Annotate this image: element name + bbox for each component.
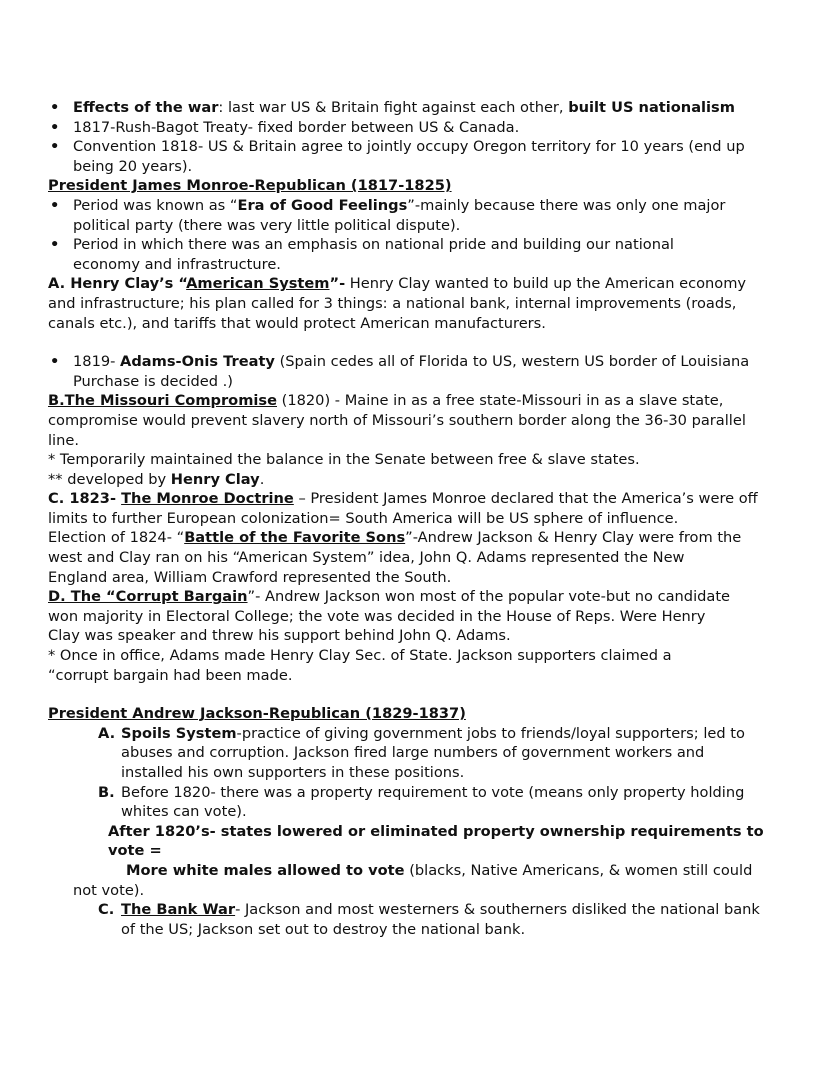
note-line: ** developed by Henry Clay. <box>48 470 265 488</box>
item-american-system: A. Henry Clay’s “American System”- Henry Clay wanted to build up the American economy <box>48 275 747 293</box>
paragraph-line: limits to further European colonization= South America will be US sphere of influence. <box>48 509 679 527</box>
note-line: * Temporarily maintained the balance in the Senate between free & slave states. <box>48 451 640 469</box>
paragraph-line: west and Clay ran on his “American System” idea, John Q. Adams represented the New <box>48 549 685 567</box>
paragraph-line: line. <box>48 431 79 449</box>
item-missouri-compromise: B.The Missouri Compromise (1820) - Maine in as a free state-Missouri in as a slave state, <box>48 392 724 410</box>
bullet-convention-1818: • Convention 1818- US & Britain agree to jointly occupy Oregon territory for 10 years (end up <box>48 137 792 157</box>
heading-jackson: President Andrew Jackson-Republican (1829-1837) <box>48 705 466 723</box>
paragraph-line: England area, William Crawford represented the South. <box>48 568 452 586</box>
item-election-1824: Election of 1824- “Battle of the Favorite Sons”-Andrew Jackson & Henry Clay were from the <box>48 529 742 547</box>
note-line: * Once in office, Adams made Henry Clay Sec. of State. Jackson supporters claimed a <box>48 647 672 665</box>
bullet-adams-onis: • 1819- Adams-Onis Treaty (Spain cedes all of Florida to US, western US border of Louisiana <box>48 352 792 372</box>
bullet-era-good-feelings: • Period was known as “Era of Good Feelings”-mainly because there was only one major <box>48 196 792 216</box>
list-continuation: of the US; Jackson set out to destroy the national bank. <box>121 920 526 938</box>
bullet-rush-bagot: • 1817-Rush-Bagot Treaty- fixed border between US & Canada. <box>48 118 792 138</box>
bullet-national-pride: • Period in which there was an emphasis on national pride and building our national <box>48 235 792 255</box>
item-monroe-doctrine: C. 1823- The Monroe Doctrine – President James Monroe declared that the America’s were off <box>48 490 758 508</box>
blank-line <box>48 333 792 352</box>
bullet-continuation: Purchase is decided .) <box>73 372 234 390</box>
paragraph-line: compromise would prevent slavery north of Missouri’s southern border along the 36-30 parallel <box>48 411 746 429</box>
after-1820-continuation: More white males allowed to vote (blacks, Native Americans, & women still could <box>126 861 753 879</box>
list-continuation: installed his own supporters in these positions. <box>121 764 465 781</box>
list-continuation: abuses and corruption. Jackson fired large numbers of government workers and <box>121 744 705 762</box>
item-corrupt-bargain: D. The “Corrupt Bargain”- Andrew Jackson won most of the popular vote-but no candidate <box>48 588 731 606</box>
list-item-spoils-system: A. Spoils System-practice of giving government jobs to friends/loyal supporters; led to <box>98 724 745 742</box>
heading-monroe: President James Monroe-Republican (1817-1825) <box>48 177 452 195</box>
after-1820-line: After 1820’s- states lowered or eliminated property ownership requirements to vote = <box>108 822 764 860</box>
paragraph-line: and infrastructure; his plan called for 3 things: a national bank, internal improvements (roads, <box>48 294 737 312</box>
bullet-continuation: being 20 years). <box>73 157 193 175</box>
note-line: “corrupt bargain had been made. <box>48 666 293 684</box>
paragraph-line: Clay was speaker and threw his support behind John Q. Adams. <box>48 627 511 645</box>
bullet-effects-of-war: • Effects of the war: last war US & Britain fight against each other, built US nationalism <box>48 98 792 118</box>
not-vote-line: not vote). <box>73 881 145 899</box>
list-continuation: whites can vote). <box>121 803 247 821</box>
bullet-continuation: political party (there was very little political dispute). <box>73 216 461 234</box>
blank-line <box>48 685 792 704</box>
paragraph-line: canals etc.), and tariffs that would protect American manufacturers. <box>48 314 546 332</box>
list-item-property-requirement: B. Before 1820- there was a property requirement to vote (means only property holding <box>98 783 745 801</box>
bullet-continuation: economy and infrastructure. <box>73 255 281 273</box>
list-item-bank-war: C. The Bank War- Jackson and most westerners & southerners disliked the national bank <box>98 901 760 919</box>
paragraph-line: won majority in Electoral College; the vote was decided in the House of Reps. Were Henry <box>48 607 706 625</box>
